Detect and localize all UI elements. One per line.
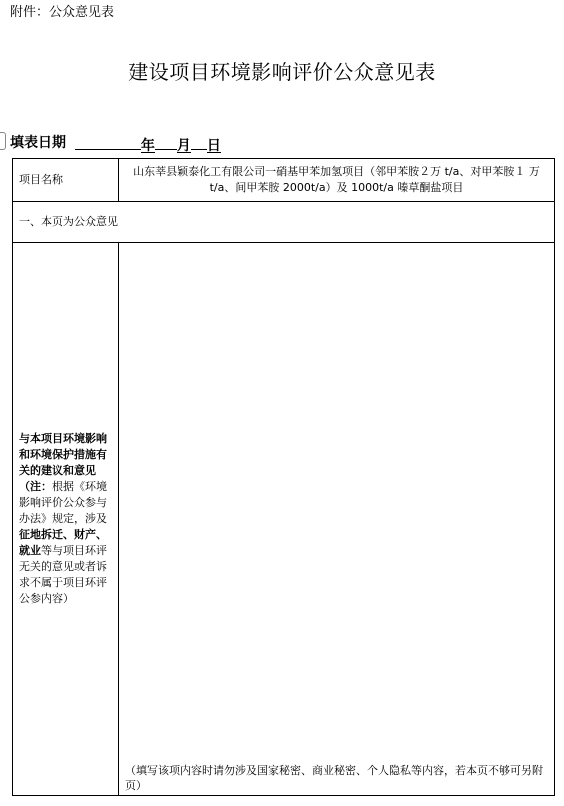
opinion-label xyxy=(13,243,119,796)
project-name-label: 项目名称 xyxy=(13,159,119,202)
opinion-label-note-open: （注： xyxy=(19,480,52,493)
fill-date-row xyxy=(0,132,221,154)
opinion-label-note-end: 等与项目环评无关的意见或者诉求不属于项目环评公参内容） xyxy=(19,544,107,605)
month-label: 月 xyxy=(176,138,191,154)
attachment-label: 附件：公众意见表 xyxy=(10,5,115,20)
opinion-row xyxy=(13,243,555,796)
day-label: 日 xyxy=(206,138,221,154)
opinion-label-main: 与本项目环境影响和环境保护措施有关的建议和意见 xyxy=(19,432,107,477)
year-label: 年 xyxy=(140,138,155,154)
month-input[interactable] xyxy=(155,133,177,150)
opinion-input-area[interactable] xyxy=(119,243,555,796)
section-title: 一、本页为公众意见 xyxy=(13,202,555,243)
page-edge-marker xyxy=(0,132,6,150)
privacy-footnote: （填写该项内容时请勿涉及国家秘密、商业秘密、个人隐私等内容，若本页不够可另附页） xyxy=(125,764,543,792)
project-name-value: 山东莘县颖泰化工有限公司一硝基甲苯加氢项目（邻甲苯胺２万 t/a、对甲苯胺１ 万 t/a、间甲苯胺 2000t/a）及 1000t/a 嗪草酮盐项目 xyxy=(119,159,555,202)
section-row xyxy=(13,202,555,243)
opinion-label-note-emphasis: 征地拆迁、财产、就业 xyxy=(19,528,107,557)
opinion-label-note-text: 根据《环境影响评价公众参与办法》规定，涉及 xyxy=(19,480,107,525)
opinion-form-table xyxy=(12,158,555,796)
fill-date-label: 填表日期 xyxy=(10,135,66,151)
day-input[interactable] xyxy=(191,133,207,150)
page-title: 建设项目环境影响评价公众意见表 xyxy=(128,60,436,84)
year-input[interactable] xyxy=(75,133,141,150)
project-name-row xyxy=(13,159,555,202)
